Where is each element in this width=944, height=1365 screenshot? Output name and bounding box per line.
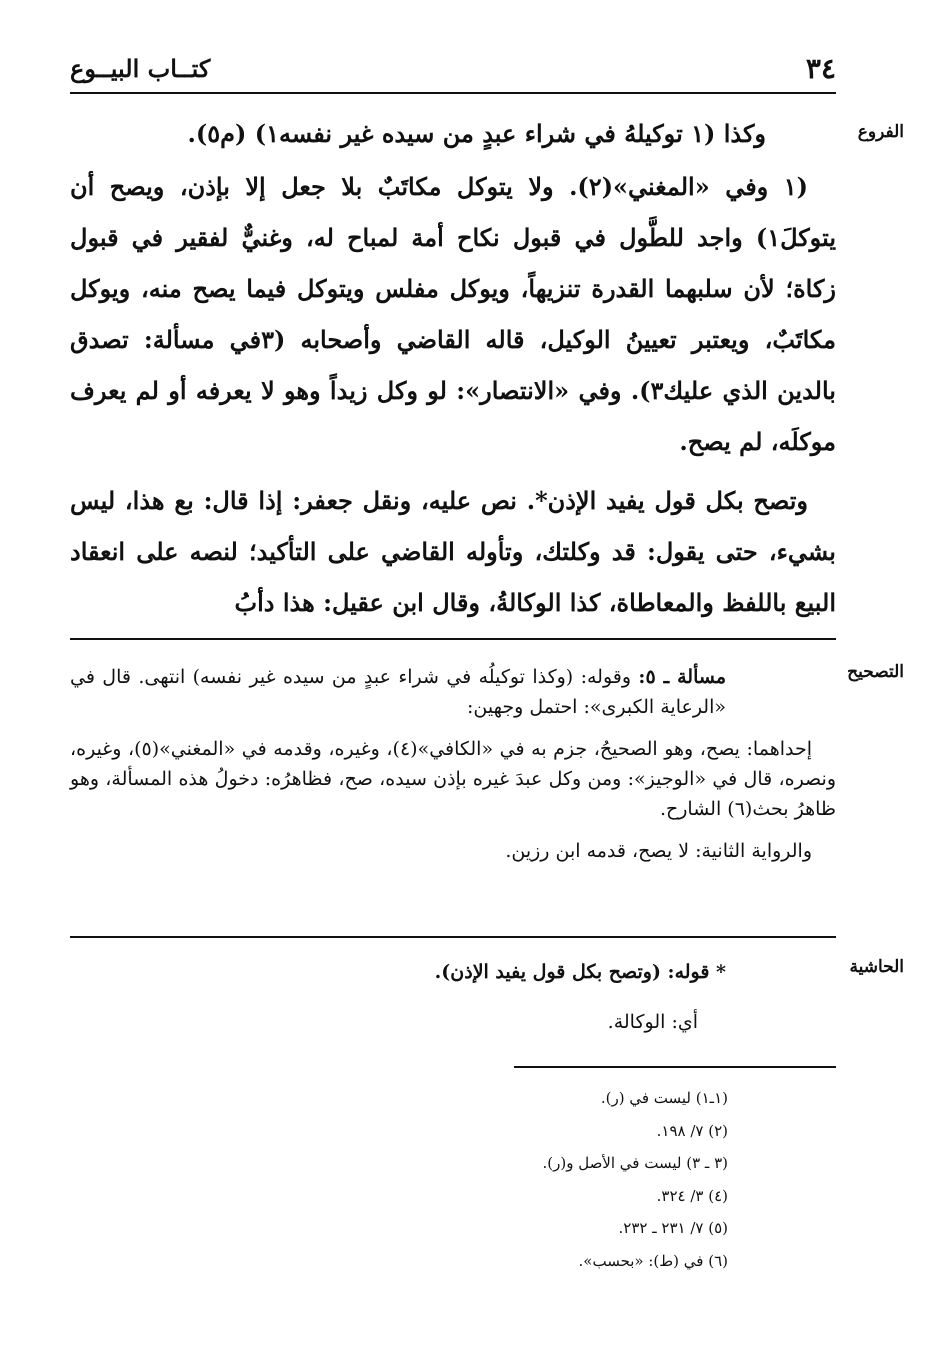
hashiya-text — [70, 956, 836, 1038]
tashih-paragraph-1 — [70, 662, 836, 722]
furu-text — [70, 108, 836, 628]
footnote-divider — [514, 1066, 836, 1068]
footnote-2: (٢) ٧/ ١٩٨. — [656, 1121, 728, 1140]
footnote-4: (٤) ٣/ ٣٢٤. — [656, 1186, 728, 1205]
tashih-lead: مسألة ـ ٥: — [638, 666, 726, 688]
footnote-5: (٥) ٧/ ٢٣١ ـ ٢٣٢. — [618, 1219, 728, 1237]
section-label-tashih: التصحيح — [847, 662, 904, 682]
hashiya-paragraph-2: أي: الوكالة. — [607, 1011, 698, 1033]
furu-paragraph-1: وكذا (١ توكيلهُ في شراء عبدٍ من سيده غير نفسه١) (م٥). — [187, 119, 766, 148]
header-divider — [70, 92, 836, 94]
furu-paragraph-2: (١ وفي «المغني»(٢). ولا يتوكل مكاتَبٌ بلا جعل إلا بإذن، ويصح أن يتوكلَ١) واجد للطَّول في قبول نكاح أمة لمباح له، وغنيٌّ لفقير في قبول زكاة؛ لأن سلبهما القدرة تنزيهاً، ويوكل مفلس ويتوكل فيما يصح منه، ويوكل مكاتَبٌ، ويعتبر تعيينُ الوكيل، قاله القاضي وأصحابه (٣في مسألة: تصدق بالدين الذي عليك٣). وفي «الانتصار»: لو وكل زيداً وهو لا يعرفه أو لم يعرف موكلَه، لم يصح. — [70, 172, 836, 456]
page-number: ٣٤ — [805, 52, 836, 85]
tashih-divider — [70, 936, 836, 938]
tashih-paragraph-1-body: وقوله: (وكذا توكيلُه في شراء عبدٍ من سيده غير نفسه) انتهى. قال في «الرعاية الكبرى»: احتمل وجهين: — [70, 666, 726, 718]
book-title: كتــاب البيــوع — [70, 54, 211, 83]
footnote-6: (٦) في (ط): «بحسب». — [578, 1251, 728, 1270]
furu-divider — [70, 638, 836, 640]
section-label-hashiya: الحاشية — [849, 957, 904, 977]
footnote-1: (١ـ١) ليست في (ر). — [600, 1089, 728, 1107]
section-label-furu: الفروع — [857, 122, 904, 142]
footnote-3: (٣ ـ ٣) ليست في الأصل و(ر). — [542, 1154, 728, 1172]
tashih-paragraph-3: والرواية الثانية: لا يصح، قدمه ابن رزين. — [505, 840, 812, 862]
footnotes — [70, 1082, 836, 1277]
page-header — [70, 52, 836, 92]
furu-paragraph-3: وتصح بكل قول يفيد الإذن*. نص عليه، ونقل جعفر: إذا قال: بع هذا، ليس بشيء، حتى يقول: قد وكلتك، وتأوله القاضي على التأكيد؛ لنصه على انعقاد البيع باللفظ والمعاطاة، كذا الوكالةُ، وقال ابن عقيل: هذا دأبُ — [70, 486, 836, 617]
tashih-paragraph-2: إحداهما: يصح، وهو الصحيحُ، جزم به في «الكافي»(٤)، وغيره، وقدمه في «المغني»(٥)، وغيره، ونصره، قال في «الوجيز»: ومن وكل عبدَ غيره بإذن سيده، صح، فظاهرُه: دخولُ هذه المسألة، وهو ظاهرُ بحث(٦) الشارح. — [70, 738, 836, 820]
hashiya-paragraph-1: * قوله: (وتصح بكل قول يفيد الإذن). — [434, 961, 726, 983]
tashih-text — [70, 662, 836, 866]
